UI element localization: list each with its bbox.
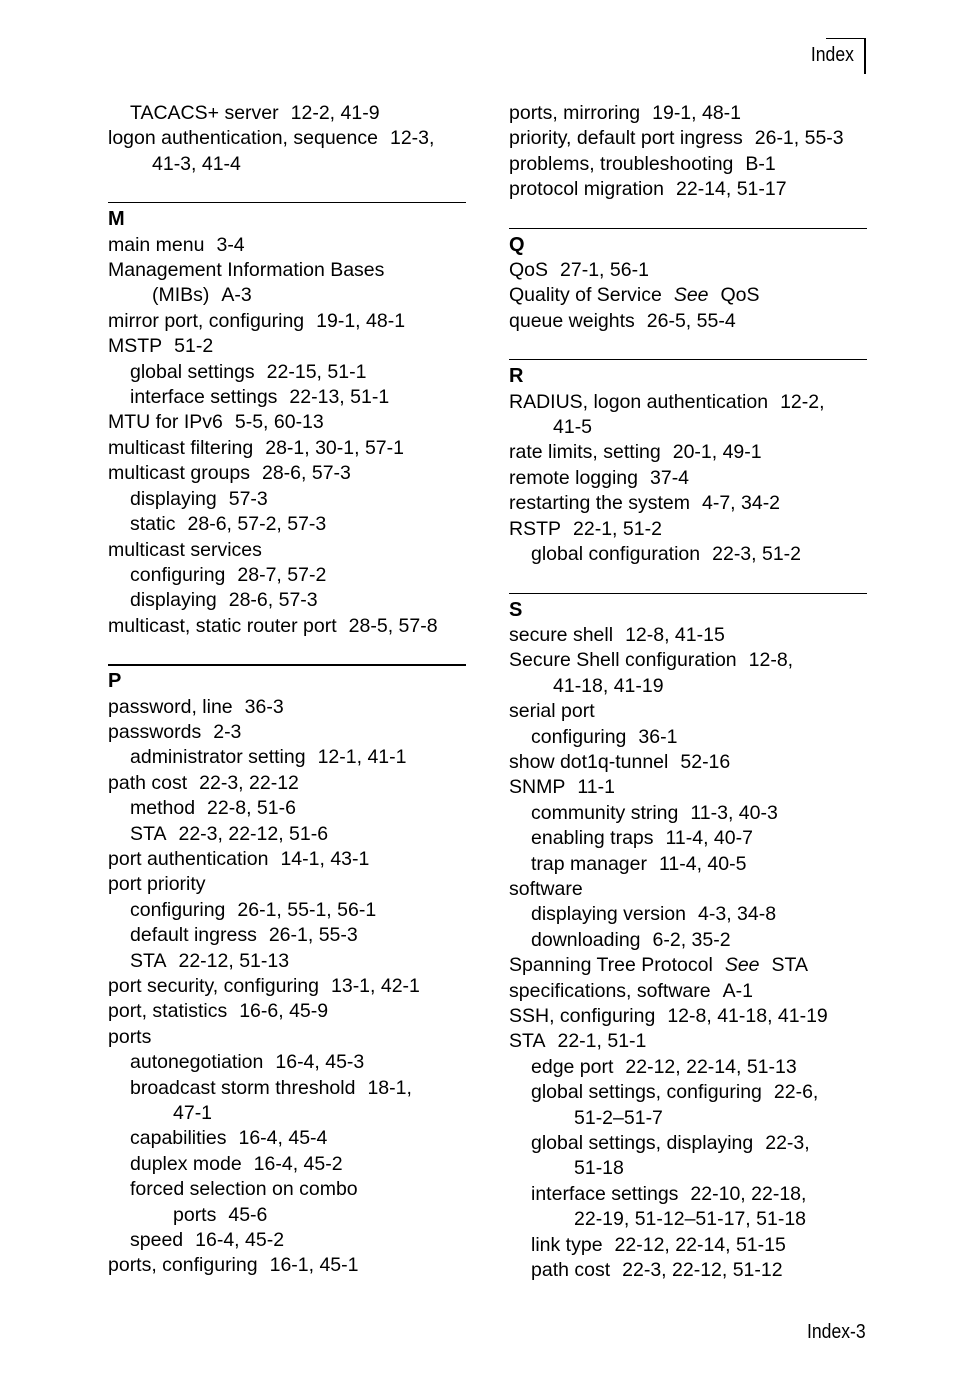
index-entry-continuation: [509, 674, 867, 699]
page-references: A-3: [221, 284, 252, 307]
continuation-text: ports: [173, 1203, 217, 1226]
index-subentry: [509, 1233, 867, 1258]
index-entry-continuation: [509, 1106, 867, 1131]
page-references: 28-6, 57-3: [261, 462, 351, 485]
index-entry: [108, 872, 466, 897]
index-subentry: [509, 928, 867, 953]
index-term: multicast groups: [108, 462, 250, 485]
index-subentry: [108, 923, 466, 948]
index-term: serial port: [509, 700, 595, 723]
page-references: 22-12, 22-14, 51-15: [614, 1233, 786, 1256]
index-term: displaying: [130, 487, 217, 510]
index-term: SNMP: [509, 776, 566, 799]
index-term: restarting the system: [509, 492, 690, 515]
index-entry: [108, 847, 466, 872]
index-term: ports, mirroring: [509, 102, 641, 124]
page-references: 2-3: [213, 720, 242, 743]
page-references: 16-4, 45-2: [253, 1152, 343, 1175]
section-letter-heading: R: [509, 365, 524, 388]
index-column-left: [108, 101, 466, 1279]
index-subentry: [509, 1182, 867, 1207]
index-term: duplex mode: [130, 1152, 242, 1175]
index-term: ports, configuring: [108, 1254, 258, 1277]
index-term: forced selection on combo: [130, 1178, 358, 1201]
page-references: 20-1, 49-1: [672, 441, 762, 464]
index-subentry: [509, 542, 867, 567]
index-entry: [509, 953, 867, 978]
index-subentry: [108, 745, 466, 770]
page-references: 22-12, 51-13: [178, 949, 290, 972]
page-references: B-1: [745, 152, 776, 175]
index-term: configuring: [130, 898, 226, 921]
section-letter-heading: M: [108, 208, 125, 231]
index-term: configuring: [531, 725, 627, 748]
page-references: 28-7, 57-2: [237, 563, 327, 586]
index-subentry: [509, 1131, 867, 1156]
index-term: QoS: [509, 259, 549, 282]
page-references: 11-4, 40-5: [658, 852, 747, 875]
page-references: 12-8, 41-15: [625, 623, 725, 646]
page-references: 22-14, 51-17: [676, 178, 787, 201]
index-entry: [108, 258, 466, 283]
index-entry: [509, 309, 867, 334]
index-entry-continuation: [108, 1203, 466, 1228]
index-term: default ingress: [130, 924, 257, 947]
index-term: STA: [130, 822, 167, 845]
index-term: mirror port, configuring: [108, 309, 305, 332]
page-references: 22-3, 22-12: [199, 771, 299, 794]
index-subentry: [108, 101, 466, 126]
page-references: 12-8,: [748, 649, 794, 672]
page-references: 22-3, 22-12, 51-6: [178, 822, 329, 845]
index-subentry: [509, 826, 867, 851]
index-term: broadcast storm threshold: [130, 1076, 356, 1099]
index-subentry: [509, 1258, 867, 1283]
page-references: 22-3,: [765, 1132, 810, 1155]
page-references: QoS: [720, 284, 760, 307]
index-term: MSTP: [108, 335, 163, 358]
index-subentry: [108, 385, 466, 410]
index-entry: [108, 720, 466, 745]
index-term: password, line: [108, 695, 233, 718]
index-term: configuring: [130, 563, 226, 586]
index-term: path cost: [108, 771, 188, 794]
page-references: 12-2, 41-9: [290, 102, 380, 124]
section-letter-heading: Q: [509, 233, 525, 256]
page-references: 51-2: [174, 335, 214, 358]
index-term: STA: [130, 949, 167, 972]
index-term: RSTP: [509, 517, 562, 540]
index-term: specifications, software: [509, 979, 711, 1002]
header-rule-vertical: [864, 38, 866, 74]
section-letter-heading: S: [509, 598, 523, 621]
page-references: 22-6,: [773, 1081, 819, 1104]
index-entry: [509, 177, 867, 202]
index-entry-continuation: [509, 1207, 867, 1232]
page-references: 18-1,: [367, 1076, 412, 1099]
index-subentry: [509, 801, 867, 826]
index-term: global settings, displaying: [531, 1132, 754, 1155]
index-term: global configuration: [531, 543, 701, 566]
page-references: 27-1, 56-1: [560, 259, 649, 282]
index-subentry: [108, 1152, 466, 1177]
continuation-text: 41-5: [553, 416, 593, 439]
page-references: A-1: [722, 979, 753, 1002]
index-subentry: [108, 1228, 466, 1253]
running-header-label: Index: [810, 44, 854, 66]
index-term: edge port: [531, 1055, 614, 1078]
page-references: 26-1, 55-1, 56-1: [237, 898, 377, 921]
index-term: STA: [509, 1030, 546, 1053]
page-references: 28-1, 30-1, 57-1: [265, 436, 404, 459]
index-term: rate limits, setting: [509, 441, 661, 464]
page-references: 16-4, 45-2: [195, 1229, 285, 1252]
index-term: static: [130, 513, 176, 536]
index-term: global settings, configuring: [531, 1081, 762, 1104]
page-references: 37-4: [650, 466, 690, 489]
index-entry: [108, 436, 466, 461]
index-section-m: [108, 202, 466, 639]
index-entry: [108, 614, 466, 639]
index-entry: [509, 101, 867, 126]
index-term: link type: [531, 1233, 603, 1256]
index-entry: [108, 334, 466, 359]
index-subentry: [509, 1055, 867, 1080]
index-entry: [509, 517, 867, 542]
index-term: TACACS+ server: [130, 102, 279, 124]
page-references: 5-5, 60-13: [234, 411, 324, 434]
index-term: priority, default port ingress: [509, 127, 743, 150]
page-references: 12-1, 41-1: [317, 746, 407, 769]
index-entry: [509, 648, 867, 673]
page-references: 16-4, 45-3: [275, 1051, 365, 1074]
header-rule-horizontal: [826, 38, 866, 39]
page-references: 22-3, 51-2: [712, 543, 802, 566]
index-entry: [509, 440, 867, 465]
index-entry: [509, 390, 867, 415]
index-term: autonegotiation: [130, 1051, 264, 1074]
index-subentry: [108, 796, 466, 821]
index-term: downloading: [531, 928, 641, 951]
page-references: 22-15, 51-1: [266, 360, 367, 383]
index-term: port priority: [108, 873, 206, 896]
index-term: displaying: [130, 589, 217, 612]
index-section-r: [509, 359, 867, 567]
page-references: 16-1, 45-1: [269, 1254, 359, 1277]
index-entry: [509, 491, 867, 516]
index-subentry: [108, 588, 466, 613]
index-term: Management Information Bases: [108, 259, 385, 282]
index-term: logon authentication, sequence: [108, 127, 378, 150]
index-subentry: [108, 822, 466, 847]
index-entry: [509, 699, 867, 724]
page-references: 16-6, 45-9: [239, 1000, 329, 1023]
page-references: 22-8, 51-6: [207, 797, 296, 820]
index-subentry: [108, 360, 466, 385]
page-references: 6-2, 35-2: [652, 928, 731, 951]
index-term: multicast filtering: [108, 436, 254, 459]
index-entry: [108, 461, 466, 486]
index-term: interface settings: [531, 1182, 679, 1205]
index-entry: [509, 1029, 867, 1054]
continuation-text: 51-18: [574, 1157, 624, 1180]
page-references: 28-5, 57-8: [348, 614, 438, 637]
page-references: 12-8, 41-18, 41-19: [667, 1005, 828, 1027]
index-term: enabling traps: [531, 827, 654, 850]
index-entry: [509, 466, 867, 491]
page-references: STA: [771, 954, 808, 977]
index-entry: [108, 410, 466, 435]
index-term: main menu: [108, 233, 205, 256]
page-references: 4-7, 34-2: [701, 492, 781, 515]
index-subentry: [108, 1050, 466, 1075]
index-entry: [108, 695, 466, 720]
page-references: 26-1, 55-3: [754, 127, 844, 150]
index-entry: [509, 775, 867, 800]
index-subentry: [108, 487, 466, 512]
index-entry-continuation: [108, 152, 466, 177]
index-entry: [108, 974, 466, 999]
index-subentry: [108, 563, 466, 588]
index-entry: [108, 309, 466, 334]
index-subentry: [108, 898, 466, 923]
page-references: 4-3, 34-8: [698, 903, 777, 926]
index-term: problems, troubleshooting: [509, 152, 734, 175]
index-entry-continuation: [108, 1101, 466, 1126]
see-reference-label: See: [724, 954, 760, 977]
page-references: 16-4, 45-4: [238, 1127, 328, 1150]
index-term: SSH, configuring: [509, 1005, 656, 1027]
index-subentry: [108, 949, 466, 974]
page-references: 13-1, 42-1: [331, 975, 420, 997]
page-references: 11-3, 40-3: [690, 801, 778, 824]
page-references: 26-5, 55-4: [646, 309, 736, 332]
continuation-text: (MIBs): [152, 284, 210, 307]
page-references: 11-1: [577, 776, 615, 799]
index-term: displaying version: [531, 903, 687, 926]
index-term: Quality of Service: [509, 284, 662, 307]
index-term: Secure Shell configuration: [509, 649, 737, 672]
index-subentry: [108, 512, 466, 537]
continuation-text: 22-19, 51-12–51-17, 51-18: [574, 1208, 807, 1231]
page-references: 11-4, 40-7: [665, 827, 753, 850]
index-term: interface settings: [130, 386, 278, 409]
index-term: Spanning Tree Protocol: [509, 954, 713, 977]
index-term: show dot1q-tunnel: [509, 750, 669, 773]
page-references: 36-3: [244, 695, 284, 718]
index-section-q: [509, 228, 867, 335]
index-subentry: [509, 725, 867, 750]
index-entry: [108, 771, 466, 796]
page-references: 14-1, 43-1: [280, 847, 370, 870]
index-entry: [509, 877, 867, 902]
continuation-text: 41-18, 41-19: [553, 674, 664, 697]
index-entry: [509, 258, 867, 283]
page-header: [0, 0, 954, 80]
index-term: queue weights: [509, 309, 635, 332]
page-references: 12-3,: [389, 127, 435, 150]
index-entry: [108, 1025, 466, 1050]
page-references: 45-6: [228, 1203, 268, 1226]
index-subentry: [509, 852, 867, 877]
index-entry: [509, 283, 867, 308]
index-term: ports: [108, 1025, 152, 1048]
index-term: method: [130, 797, 196, 820]
index-term: administrator setting: [130, 746, 306, 769]
index-entry: [509, 623, 867, 648]
index-term: secure shell: [509, 623, 614, 646]
index-entry-continuation: [108, 283, 466, 308]
index-subentry: [108, 1076, 466, 1101]
index-column-right: [509, 101, 867, 1283]
page-references: 22-10, 22-18,: [690, 1182, 807, 1205]
index-entry: [509, 750, 867, 775]
page-references: 28-6, 57-3: [228, 589, 318, 612]
page-references: 12-2,: [780, 390, 825, 413]
page-references: 36-1: [638, 725, 678, 748]
index-entry: [509, 979, 867, 1004]
page-references: 3-4: [216, 233, 245, 256]
index-entry: [509, 152, 867, 177]
index-term: capabilities: [130, 1127, 227, 1150]
page-references: 22-1, 51-2: [573, 517, 662, 540]
continuation-text: 51-2–51-7: [574, 1106, 663, 1129]
index-entry: [509, 126, 867, 151]
index-term: port, statistics: [108, 1000, 228, 1023]
index-term: port authentication: [108, 847, 269, 870]
index-term: path cost: [531, 1259, 611, 1282]
index-entry: [108, 538, 466, 563]
index-term: RADIUS, logon authentication: [509, 390, 769, 413]
index-entry: [108, 233, 466, 258]
index-entry-continuation: [509, 415, 867, 440]
page-references: 57-3: [228, 487, 268, 510]
continuation-text: 47-1: [173, 1102, 213, 1125]
index-entry: [108, 1253, 466, 1278]
index-subentry: [509, 902, 867, 927]
page-references: 19-1, 48-1: [652, 102, 742, 124]
index-subentry: [509, 1080, 867, 1105]
continuation-text: 41-3, 41-4: [152, 152, 241, 175]
index-term: global settings: [130, 360, 255, 383]
index-entry: [509, 1004, 867, 1029]
index-entry: [108, 126, 466, 151]
see-reference-label: See: [673, 284, 709, 307]
page-references: 22-3, 22-12, 51-12: [622, 1259, 783, 1282]
index-term: trap manager: [531, 852, 647, 875]
index-term: software: [509, 877, 583, 900]
index-term: community string: [531, 801, 679, 824]
index-term: passwords: [108, 720, 202, 743]
index-term: speed: [130, 1229, 184, 1252]
page-references: 52-16: [680, 750, 731, 773]
index-term: remote logging: [509, 466, 638, 489]
page-number: Index-3: [807, 1321, 866, 1343]
index-subentry: [108, 1126, 466, 1151]
index-subentry: [108, 1177, 466, 1202]
page-references: 22-1, 51-1: [557, 1030, 647, 1053]
page-references: 22-12, 22-14, 51-13: [625, 1055, 797, 1078]
index-term: MTU for IPv6: [108, 411, 223, 434]
section-letter-heading: P: [108, 670, 122, 693]
index-section-p: [108, 664, 466, 1279]
page-references: 26-1, 55-3: [268, 924, 358, 947]
page-references: 19-1, 48-1: [316, 309, 406, 332]
index-term: protocol migration: [509, 178, 664, 201]
index-section-s: [509, 593, 867, 1284]
page-references: 28-6, 57-2, 57-3: [187, 513, 327, 536]
index-entry-continuation: [509, 1156, 867, 1181]
index-term: multicast services: [108, 538, 262, 561]
page-references: 22-13, 51-1: [289, 386, 390, 409]
index-term: multicast, static router port: [108, 614, 337, 637]
index-entry: [108, 999, 466, 1024]
index-term: port security, configuring: [108, 975, 319, 997]
